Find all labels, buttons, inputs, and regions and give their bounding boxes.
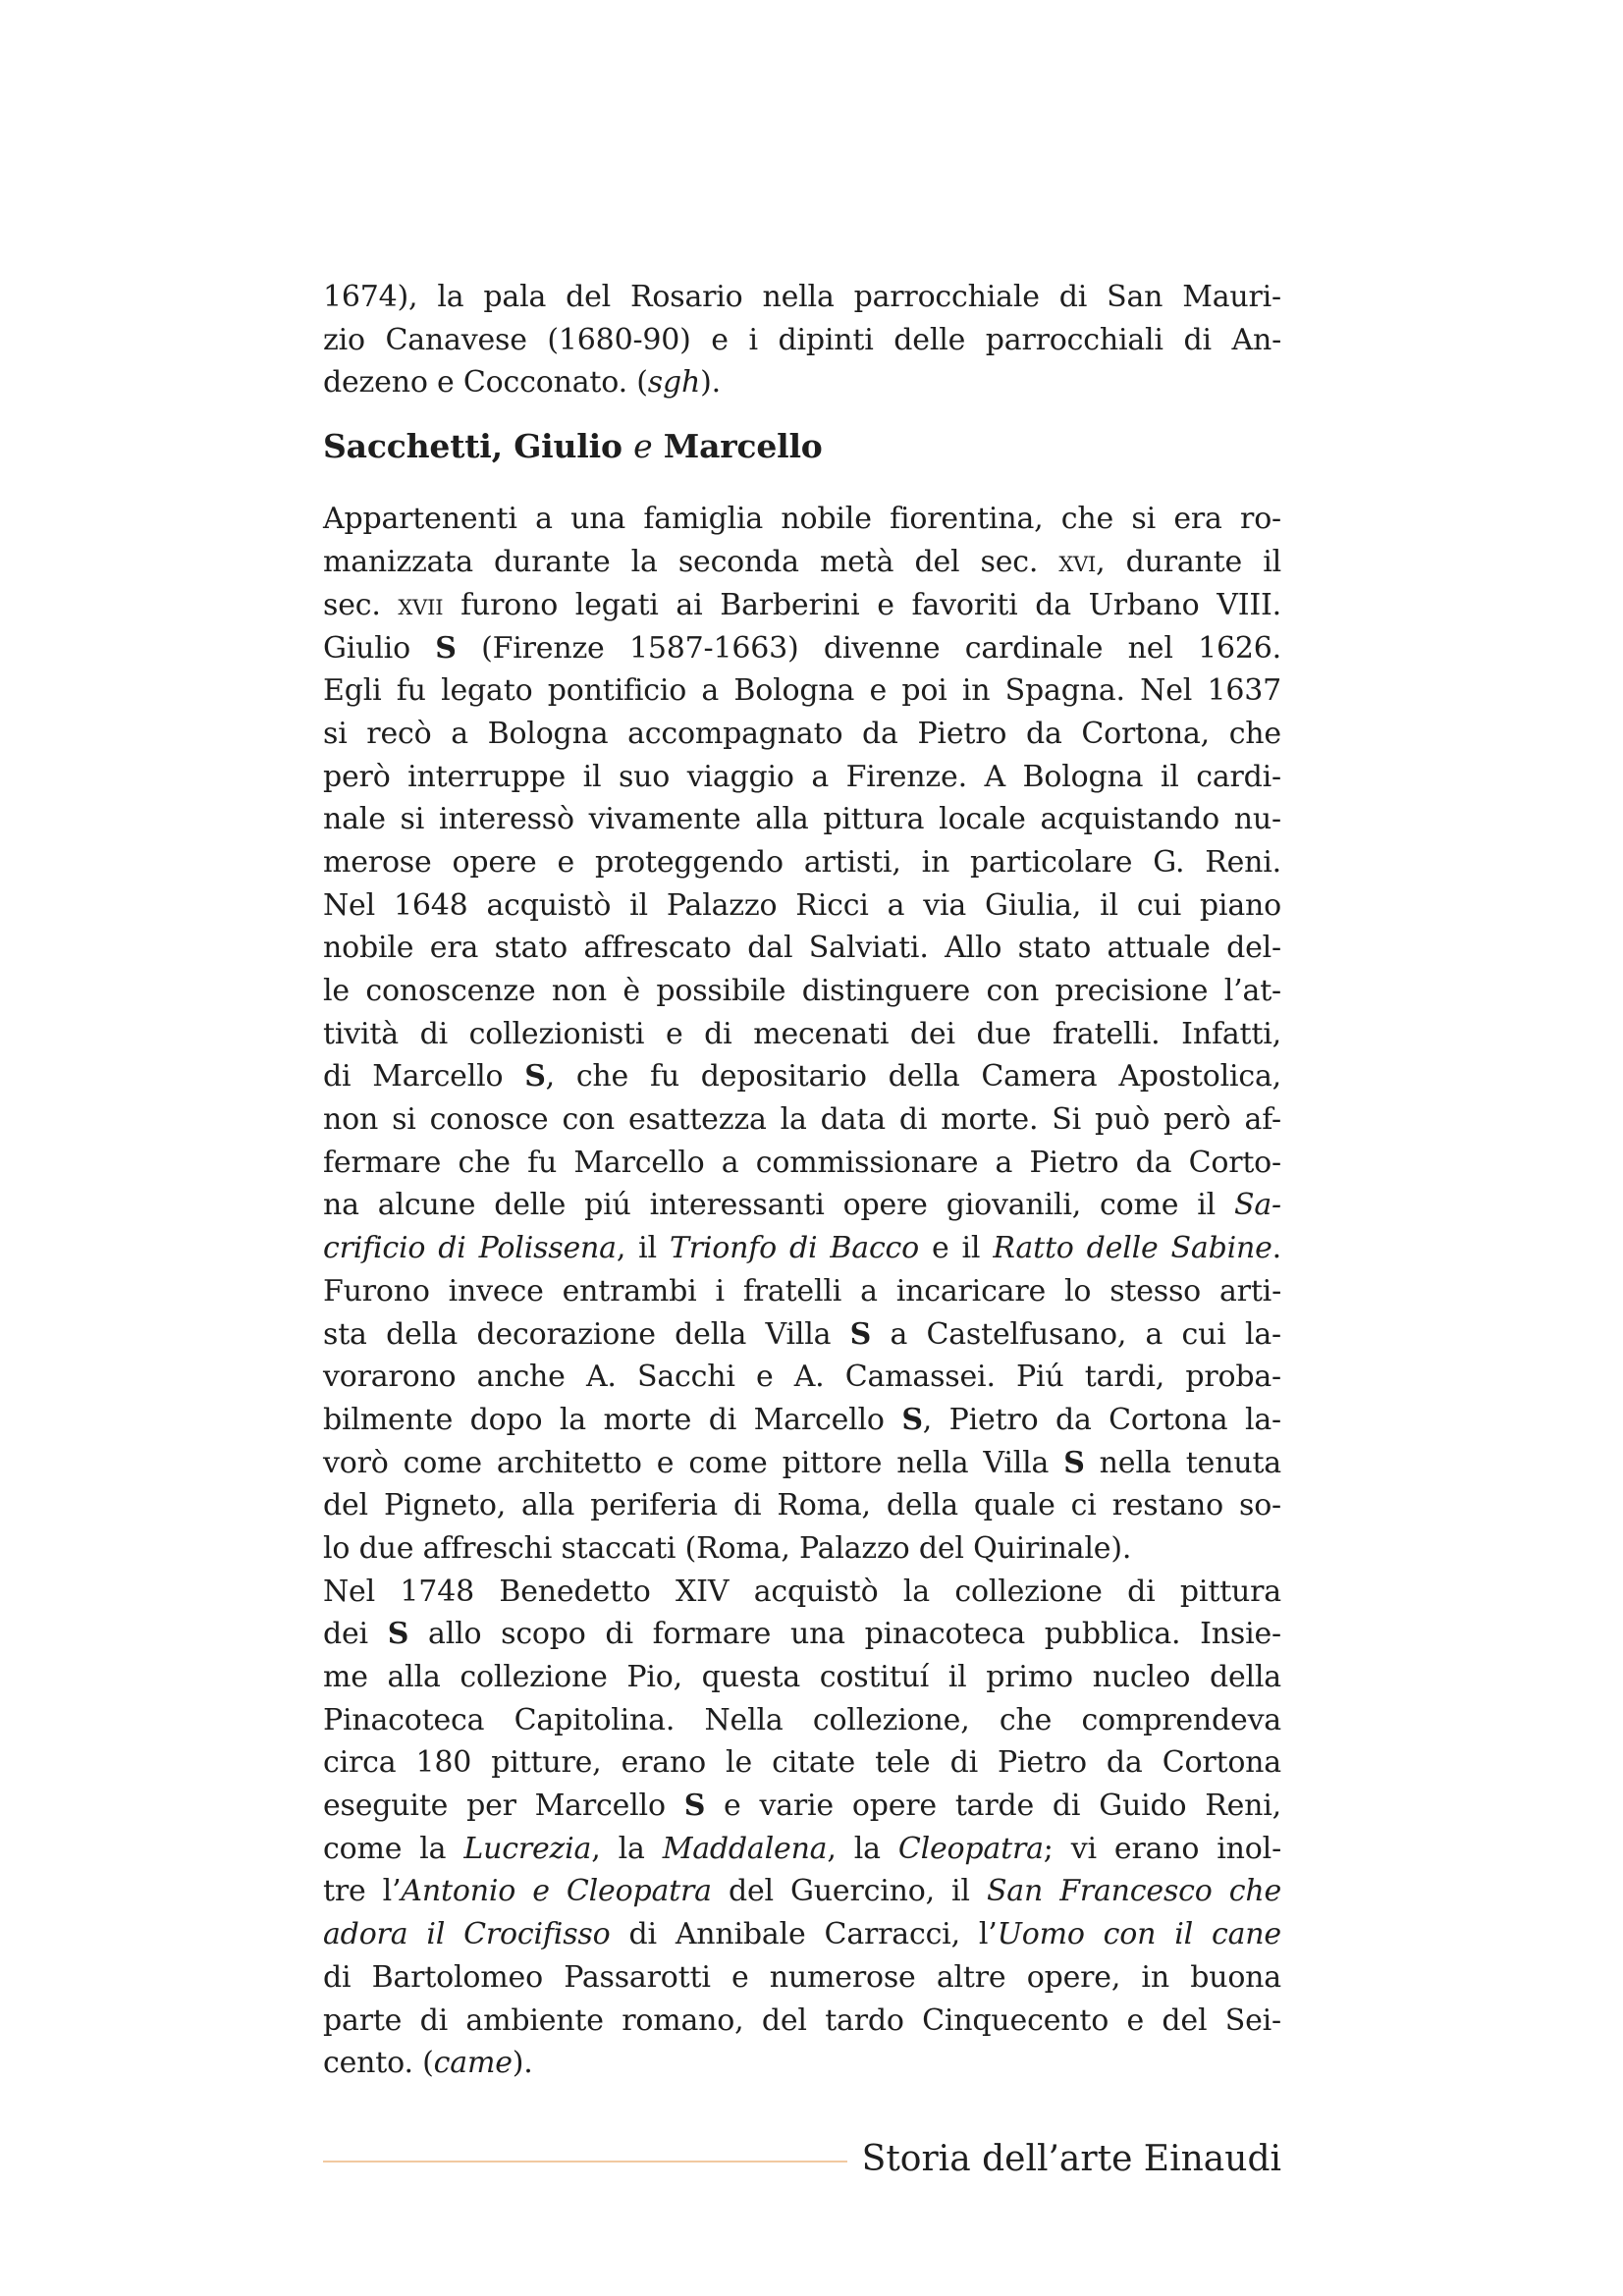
page-content (323, 276, 1281, 2085)
text-line: circa 180 pitture, erano le citate tele di Pietro da Cortona (323, 1745, 1281, 1781)
text-line: lo due affreschi staccati (Roma, Palazzo del Quirinale). (323, 1530, 1132, 1566)
text-line: merose opere e proteggendo artisti, in particolare G. Reni. (323, 844, 1281, 880)
text-line: vorò come architetto e come pittore nella Villa S nella tenuta (323, 1445, 1281, 1480)
text-line: Appartenenti a una famiglia nobile fiorentina, che si era ro- (323, 502, 1281, 537)
text-line: nobile era stato affrescato dal Salviati. Allo stato attuale del- (323, 931, 1281, 966)
text-line: sta della decorazione della Villa S a Castelfusano, a cui la- (323, 1316, 1281, 1352)
text-line: bilmente dopo la morte di Marcello S, Pietro da Cortona la- (323, 1402, 1281, 1437)
text-line: nale si interessò vivamente alla pittura locale acquistando nu- (323, 802, 1281, 837)
text-line: però interruppe il suo viaggio a Firenze. A Bologna il cardi- (323, 759, 1281, 794)
text-line: Nel 1648 acquistò il Palazzo Ricci a via Giulia, il cui piano (323, 887, 1281, 923)
text-line: del Pigneto, alla periferia di Roma, della quale ci restano so- (323, 1488, 1281, 1523)
text-line: zio Canavese (1680-90) e i dipinti delle parrocchiali di An- (323, 322, 1281, 357)
text-line: le conoscenze non è possibile distinguere con precisione l’at- (323, 974, 1281, 1008)
text-line: tre l’Antonio e Cleopatra del Guercino, il San Francesco che (323, 1874, 1282, 1909)
text-line: adora il Crocifisso di Annibale Carracci, l’Uomo con il cane (323, 1917, 1281, 1952)
text-line: me alla collezione Pio, questa costituí il primo nucleo della (323, 1660, 1281, 1694)
entry-heading: Sacchetti, Giulio e Marcello (323, 427, 823, 466)
entry-body (323, 498, 1281, 2084)
page-footer (323, 2130, 1281, 2189)
text-line: sec. xvii furono legati ai Barberini e favoriti da Urbano VIII. (323, 587, 1281, 622)
text-line: vorarono anche A. Sacchi e A. Camassei. Piú tardi, proba- (323, 1360, 1281, 1395)
text-line: di Bartolomeo Passarotti e numerose altre opere, in buona (323, 1959, 1281, 1995)
text-line: tività di collezionisti e di mecenati dei due fratelli. Infatti, (323, 1016, 1281, 1051)
footer-publication-title: Storia dell’arte Einaudi (861, 2139, 1281, 2179)
previous-entry-continuation (323, 276, 1281, 404)
author-initials: sgh (647, 365, 701, 400)
author-initials: came (433, 2046, 513, 2081)
text-line: dei S allo scopo di formare una pinacoteca pubblica. Insie- (323, 1617, 1281, 1652)
text-line: non si conosce con esattezza la data di morte. Si può però af- (323, 1102, 1281, 1138)
text-line: na alcune delle piú interessanti opere giovanili, come il Sa- (323, 1188, 1281, 1223)
footer-divider (323, 2161, 847, 2163)
text-line: Pinacoteca Capitolina. Nella collezione, che comprendeva (323, 1702, 1281, 1737)
text-line: cento. (came). (323, 2046, 533, 2081)
text-line: Giulio S (Firenze 1587-1663) divenne cardinale nel 1626. (323, 630, 1281, 666)
text-line: dezeno e Cocconato. (sgh). (323, 365, 721, 400)
text-line: crificio di Polissena, il Trionfo di Bacco e il Ratto delle Sabine. (323, 1231, 1281, 1266)
text-line: Egli fu legato pontificio a Bologna e poi in Spagna. Nel 1637 (323, 673, 1281, 709)
text-line: Furono invece entrambi i fratelli a incaricare lo stesso arti- (323, 1273, 1281, 1308)
text-line: 1674), la pala del Rosario nella parrocchiale di San Mauri- (323, 280, 1281, 314)
text-line: si recò a Bologna accompagnato da Pietro da Cortona, che (323, 716, 1281, 751)
text-line: manizzata durante la seconda metà del sec. xvi, durante il (323, 545, 1281, 580)
text-line: parte di ambiente romano, del tardo Cinquecento e del Sei- (323, 2002, 1281, 2038)
text-line: come la Lucrezia, la Maddalena, la Cleopatra; vi erano inol- (323, 1831, 1282, 1866)
text-line: di Marcello S, che fu depositario della Camera Apostolica, (323, 1059, 1281, 1095)
text-line: Nel 1748 Benedetto XIV acquistò la collezione di pittura (323, 1574, 1281, 1609)
text-line: eseguite per Marcello S e varie opere tarde di Guido Reni, (323, 1789, 1281, 1824)
text-line: fermare che fu Marcello a commissionare a Pietro da Corto- (323, 1145, 1281, 1180)
